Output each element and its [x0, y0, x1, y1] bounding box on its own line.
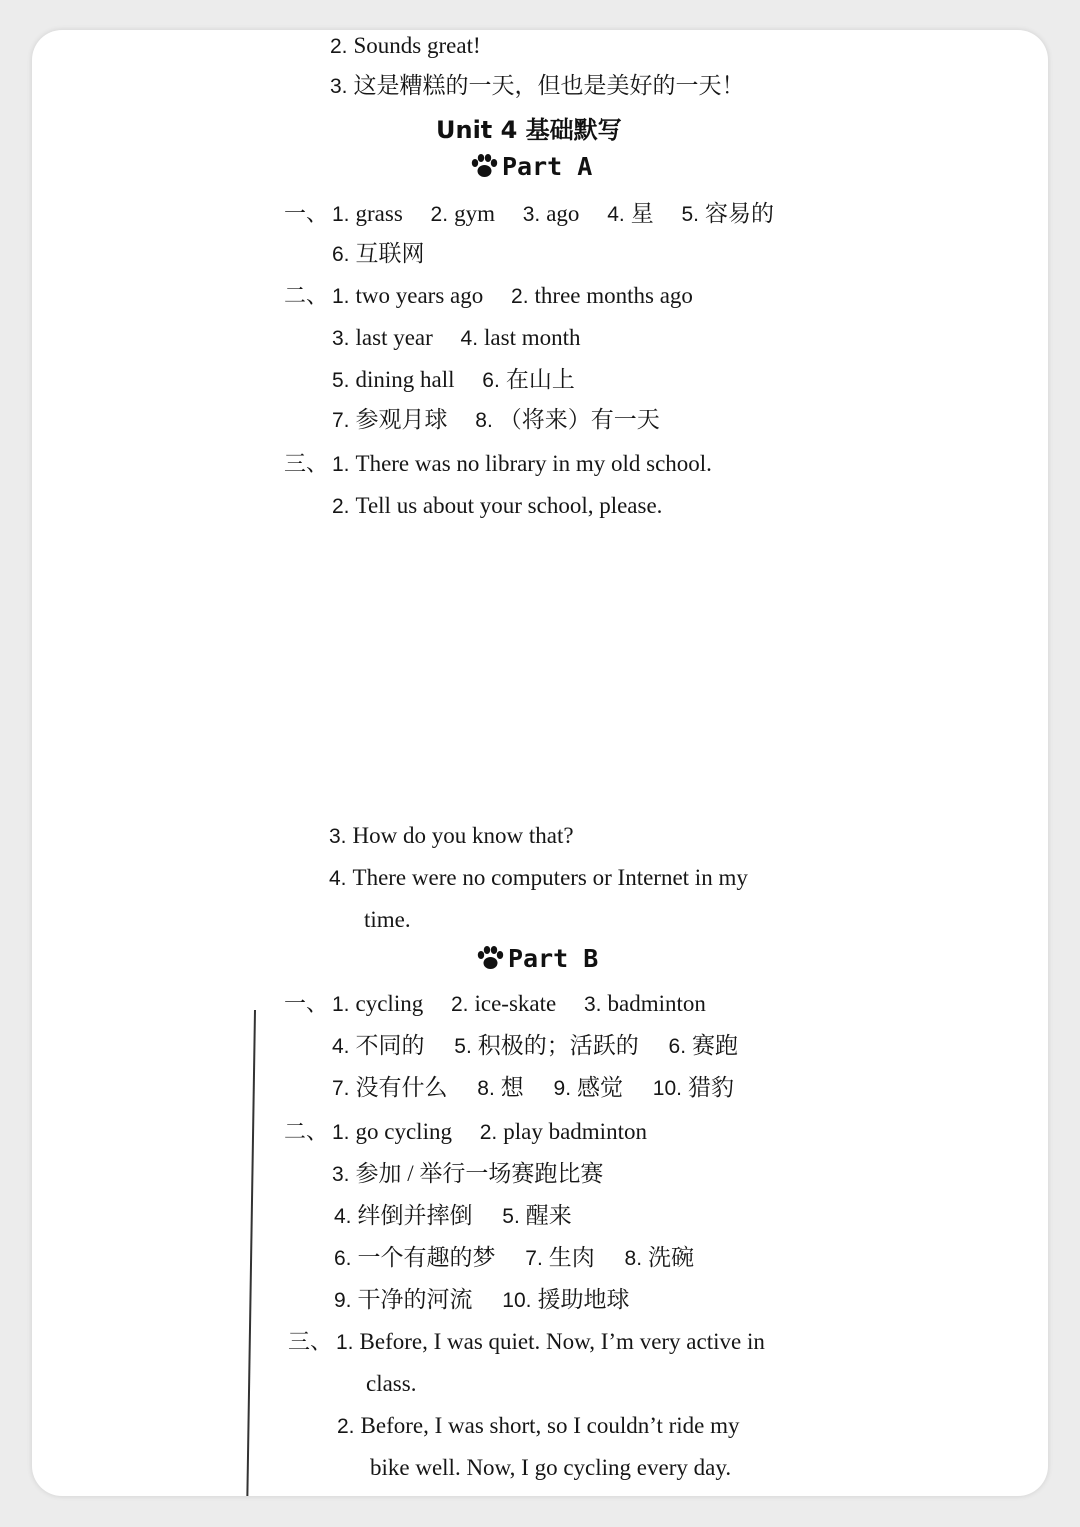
answer-text: There were no computers or Internet in my	[352, 865, 748, 890]
answer-line-continued	[370, 1454, 731, 1482]
answer-line	[284, 990, 706, 1019]
item-number: 4.	[607, 203, 625, 226]
answer-line	[334, 1244, 694, 1273]
item-number: 1.	[332, 285, 350, 308]
item-number: 3.	[583, 993, 602, 1016]
item-number: 2.	[511, 285, 529, 308]
item-number: 3.	[329, 825, 347, 848]
answer-text: three months ago	[534, 283, 693, 308]
answer-line	[332, 406, 660, 435]
answer-text: Before, I was short, so I couldn’t ride my	[360, 1413, 740, 1438]
margin-line	[246, 1010, 256, 1496]
section-marker: 三、	[284, 452, 329, 477]
answer-text: ago	[546, 201, 580, 226]
answer-text: （将来）有一天	[498, 407, 660, 432]
answer-text: 积极的；活跃的	[477, 1033, 639, 1058]
answer-text: gym	[454, 201, 495, 226]
answer-text: 感觉	[577, 1075, 624, 1100]
answer-text: 不同的	[355, 1033, 425, 1058]
item-number: 4.	[334, 1205, 352, 1228]
part-a-heading	[470, 152, 592, 181]
answer-text: 猎豹	[688, 1075, 734, 1100]
section-marker: 一、	[284, 202, 329, 227]
item-number: 4.	[329, 867, 347, 890]
item-number: 8.	[477, 1077, 495, 1100]
item-number: 4.	[460, 327, 479, 350]
answer-line	[332, 1074, 734, 1103]
answer-text: 参观月球	[355, 407, 448, 432]
item-number: 6.	[334, 1247, 352, 1270]
answer-text: 没有什么	[355, 1075, 448, 1100]
item-number: 1.	[336, 1331, 354, 1354]
answer-text: 绊倒并摔倒	[357, 1203, 473, 1228]
answer-text: two years ago	[355, 283, 484, 308]
item-number: 8.	[475, 409, 493, 432]
item-number: 4.	[332, 1035, 350, 1058]
answer-text: Sounds great!	[353, 33, 481, 58]
item-number: 6.	[668, 1035, 687, 1058]
answer-line	[332, 492, 662, 521]
answer-text: Tell us about your school, please.	[355, 493, 663, 518]
item-number: 1.	[332, 453, 350, 476]
item-number: 3.	[522, 203, 541, 226]
item-number: 5.	[681, 203, 699, 226]
paw-icon	[470, 153, 498, 179]
answer-text: How do you know that?	[352, 823, 574, 848]
item-number: 10.	[652, 1077, 682, 1100]
answer-text: cycling	[355, 991, 424, 1016]
item-number: 2.	[430, 203, 449, 226]
item-number: 1.	[332, 1121, 350, 1144]
answer-text: 洗碗	[648, 1245, 695, 1270]
answer-line	[332, 1032, 738, 1061]
item-number: 5.	[332, 369, 350, 392]
answer-line	[284, 1118, 647, 1147]
item-number: 5.	[454, 1035, 472, 1058]
section-marker: 二、	[284, 1120, 329, 1145]
answer-line	[332, 366, 575, 395]
answer-line	[334, 1202, 572, 1231]
section-marker: 二、	[284, 284, 329, 309]
answer-text: 参加 / 举行一场赛跑比赛	[355, 1161, 604, 1186]
answer-line	[330, 32, 481, 61]
item-number: 9.	[553, 1077, 572, 1100]
document-page	[32, 30, 1048, 1496]
answer-text: 一个有趣的梦	[357, 1245, 496, 1270]
answer-line	[337, 1412, 740, 1441]
item-number: 1.	[332, 203, 350, 226]
answer-line-continued	[366, 1370, 416, 1398]
answer-text: class.	[366, 1371, 417, 1396]
answer-line	[332, 1160, 603, 1189]
answer-text: bike well. Now, I go cycling every day.	[370, 1455, 732, 1480]
unit-title: Unit 4 基础默写	[436, 116, 622, 144]
answer-text: ice-skate	[474, 991, 557, 1016]
answer-text: There was no library in my old school.	[355, 451, 712, 476]
answer-text: 互联网	[355, 241, 425, 266]
answer-line	[330, 72, 745, 101]
item-number: 2.	[450, 993, 469, 1016]
section-marker: 三、	[288, 1330, 333, 1355]
answer-text: go cycling	[355, 1119, 452, 1144]
answer-text: 援助地球	[537, 1287, 630, 1312]
item-number: 2.	[332, 495, 350, 518]
section-marker: 一、	[284, 992, 329, 1017]
item-number: 3.	[332, 1163, 350, 1186]
answer-text: grass	[355, 201, 403, 226]
answer-text: 在山上	[505, 367, 575, 392]
answer-text: 赛跑	[692, 1033, 739, 1058]
answer-text: 容易的	[704, 201, 774, 226]
answer-line	[284, 450, 712, 479]
item-number: 5.	[502, 1205, 520, 1228]
answer-text: 生肉	[548, 1245, 595, 1270]
part-b-label: Part B	[508, 944, 599, 973]
part-a-label: Part A	[502, 152, 593, 181]
answer-text: dining hall	[355, 367, 455, 392]
answer-line-continued	[364, 906, 411, 934]
answer-text: 想	[500, 1075, 524, 1100]
answer-text: Before, I was quiet. Now, I’m very active in	[359, 1329, 765, 1354]
item-number: 3.	[332, 327, 350, 350]
answer-line	[329, 822, 574, 851]
item-number: 3.	[330, 75, 348, 98]
item-number: 6.	[482, 369, 500, 392]
answer-text: 醒来	[525, 1203, 572, 1228]
paw-icon	[476, 945, 504, 971]
item-number: 2.	[337, 1415, 355, 1438]
item-number: 2.	[479, 1121, 498, 1144]
item-number: 8.	[624, 1247, 643, 1270]
answer-line	[334, 1286, 629, 1315]
answer-text: 星	[630, 201, 654, 226]
answer-text: time.	[364, 907, 411, 932]
item-number: 7.	[332, 1077, 350, 1100]
part-b-heading	[476, 944, 598, 973]
answer-text: last year	[355, 325, 433, 350]
answer-line	[332, 324, 581, 353]
answer-text: badminton	[607, 991, 706, 1016]
answer-text: last month	[484, 325, 581, 350]
item-number: 9.	[334, 1289, 352, 1312]
answer-text: 干净的河流	[357, 1287, 473, 1312]
item-number: 6.	[332, 243, 350, 266]
answer-line	[332, 240, 425, 269]
answer-line	[329, 864, 748, 893]
item-number: 1.	[332, 993, 350, 1016]
answer-line	[284, 282, 693, 311]
item-number: 10.	[502, 1289, 532, 1312]
item-number: 2.	[330, 35, 348, 58]
answer-line	[284, 200, 774, 229]
answer-text: play badminton	[503, 1119, 647, 1144]
item-number: 7.	[525, 1247, 543, 1270]
answer-text: 这是糟糕的一天，但也是美好的一天！	[353, 73, 745, 98]
answer-line	[288, 1328, 765, 1357]
item-number: 7.	[332, 409, 350, 432]
